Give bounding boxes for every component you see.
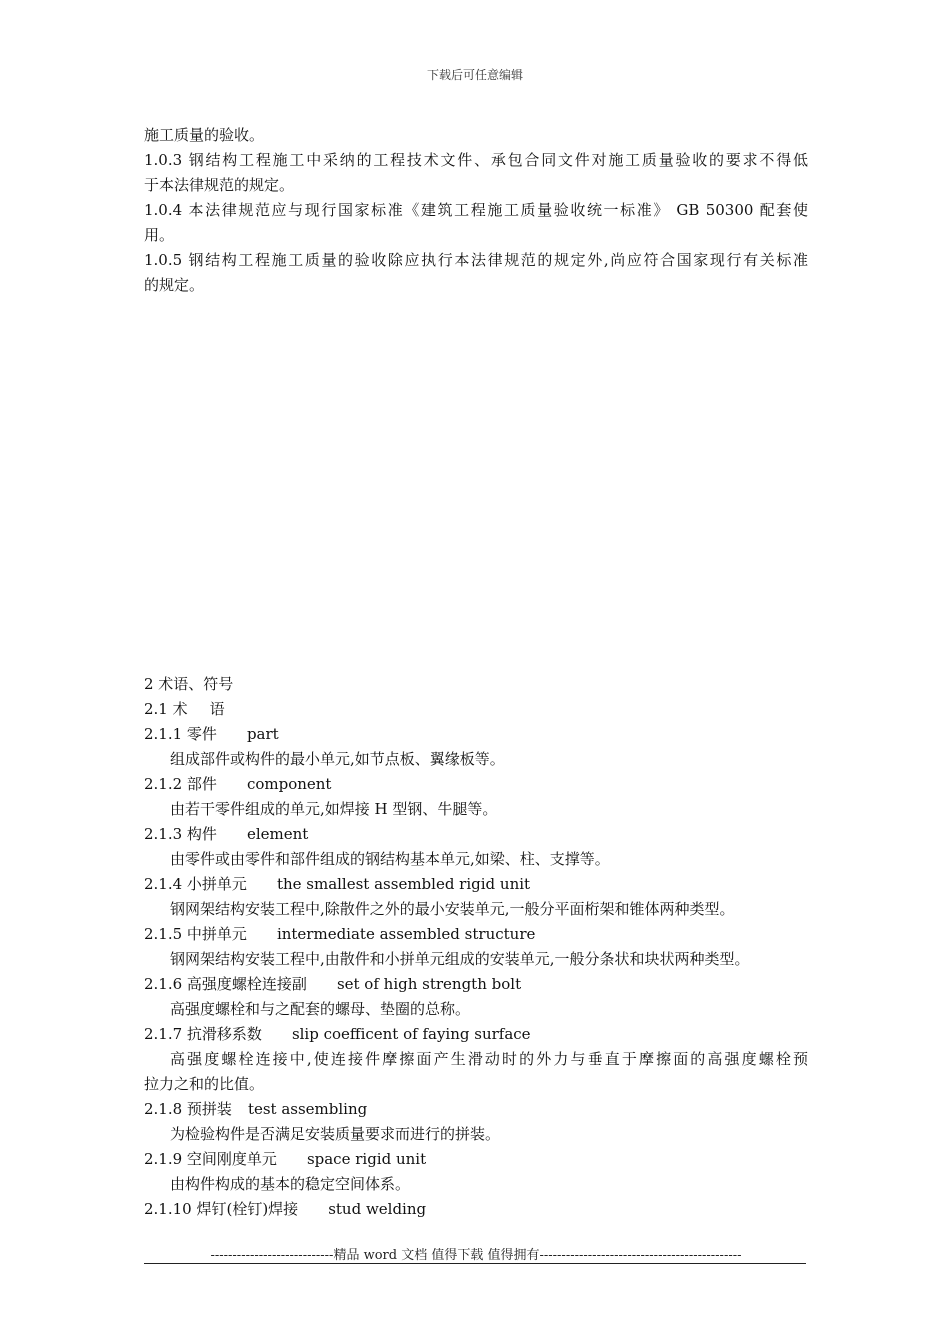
term-zh: 2.1.8 预拼装 xyxy=(144,1100,232,1118)
term-en: intermediate assembled structure xyxy=(276,925,536,943)
text-line: 施工质量的验收。 xyxy=(144,126,265,144)
term-en: part xyxy=(246,725,279,743)
term-title xyxy=(144,922,808,947)
term-zh: 2.1.1 零件 xyxy=(144,725,217,743)
section-1-text xyxy=(144,123,808,298)
text-line: 的规定。 xyxy=(144,276,205,294)
term-en: test assembling xyxy=(247,1100,368,1118)
term-title xyxy=(144,972,808,997)
term-en: set of high strength bolt xyxy=(336,975,522,993)
text-line: 1.0.4 本法律规范应与现行国家标准《建筑工程施工质量验收统一标准》 GB 50300 配套使 xyxy=(144,201,808,219)
text-line: 于本法律规范的规定。 xyxy=(144,176,295,194)
term-title xyxy=(144,822,808,847)
term-zh: 2.1.4 小拼单元 xyxy=(144,875,247,893)
term-en: space rigid unit xyxy=(306,1150,427,1168)
term-definition: 由零件或由零件和部件组成的钢结构基本单元,如梁、柱、支撑等。 xyxy=(170,850,610,868)
footer-rule xyxy=(144,1263,806,1264)
term-definition: 为检验构件是否满足安装质量要求而进行的拼装。 xyxy=(170,1125,501,1143)
term-zh: 2.1.3 构件 xyxy=(144,825,217,843)
subsection-number: 2.1 xyxy=(144,700,168,718)
text-line: 1.0.3 钢结构工程施工中采纳的工程技术文件、承包合同文件对施工质量验收的要求不得低 xyxy=(144,151,808,169)
term-definition: 钢网架结构安装工程中,由散件和小拼单元组成的安装单元,一般分条状和块状两种类型。 xyxy=(170,950,750,968)
term-zh: 2.1.7 抗滑移系数 xyxy=(144,1025,262,1043)
term-title xyxy=(144,1197,808,1222)
term-definition: 高强度螺栓和与之配套的螺母、垫圈的总称。 xyxy=(170,1000,471,1018)
term-en: stud welding xyxy=(328,1200,427,1218)
term-title xyxy=(144,1147,808,1172)
term-title xyxy=(144,772,808,797)
term-title xyxy=(144,722,808,747)
text-line: 用。 xyxy=(144,226,175,244)
term-definition: 由若干零件组成的单元,如焊接 H 型钢、牛腿等。 xyxy=(170,800,498,818)
term-en: element xyxy=(246,825,309,843)
term-zh: 2.1.10 焊钉(栓钉)焊接 xyxy=(144,1200,299,1218)
term-definition: 由构件构成的基本的稳定空间体系。 xyxy=(170,1175,411,1193)
term-title xyxy=(144,1097,808,1122)
subsection-title-char: 术 xyxy=(172,700,188,718)
page-header: 下载后可任意编辑 xyxy=(426,68,523,82)
term-title xyxy=(144,872,808,897)
term-zh: 2.1.9 空间刚度单元 xyxy=(144,1150,277,1168)
term-title xyxy=(144,1022,808,1047)
term-zh: 2.1.5 中拼单元 xyxy=(144,925,247,943)
section-heading: 2 术语、符号 xyxy=(144,675,234,693)
term-definition: 钢网架结构安装工程中,除散件之外的最小安装单元,一般分平面桁架和锥体两种类型。 xyxy=(170,900,735,918)
term-en: component xyxy=(246,775,332,793)
text-line: 1.0.5 钢结构工程施工质量的验收除应执行本法律规范的规定外,尚应符合国家现行有关标准 xyxy=(144,251,808,269)
term-zh: 2.1.2 部件 xyxy=(144,775,217,793)
section-2-terms xyxy=(144,672,808,1222)
term-en: slip coefficent of faying surface xyxy=(291,1025,531,1043)
page-footer: ----------------------------精品 word 文档 值得下载 值得拥有---------------------------------------------- xyxy=(210,1248,742,1263)
term-en: the smallest assembled rigid unit xyxy=(276,875,531,893)
term-definition-continued: 拉力之和的比值。 xyxy=(144,1075,265,1093)
subsection-title-char: 语 xyxy=(209,700,225,718)
term-definition: 高强度螺栓连接中,使连接件摩擦面产生滑动时的外力与垂直于摩擦面的高强度螺栓预 xyxy=(170,1050,808,1068)
subsection-heading xyxy=(144,697,808,722)
term-zh: 2.1.6 高强度螺栓连接副 xyxy=(144,975,307,993)
term-definition: 组成部件或构件的最小单元,如节点板、翼缘板等。 xyxy=(170,750,505,768)
